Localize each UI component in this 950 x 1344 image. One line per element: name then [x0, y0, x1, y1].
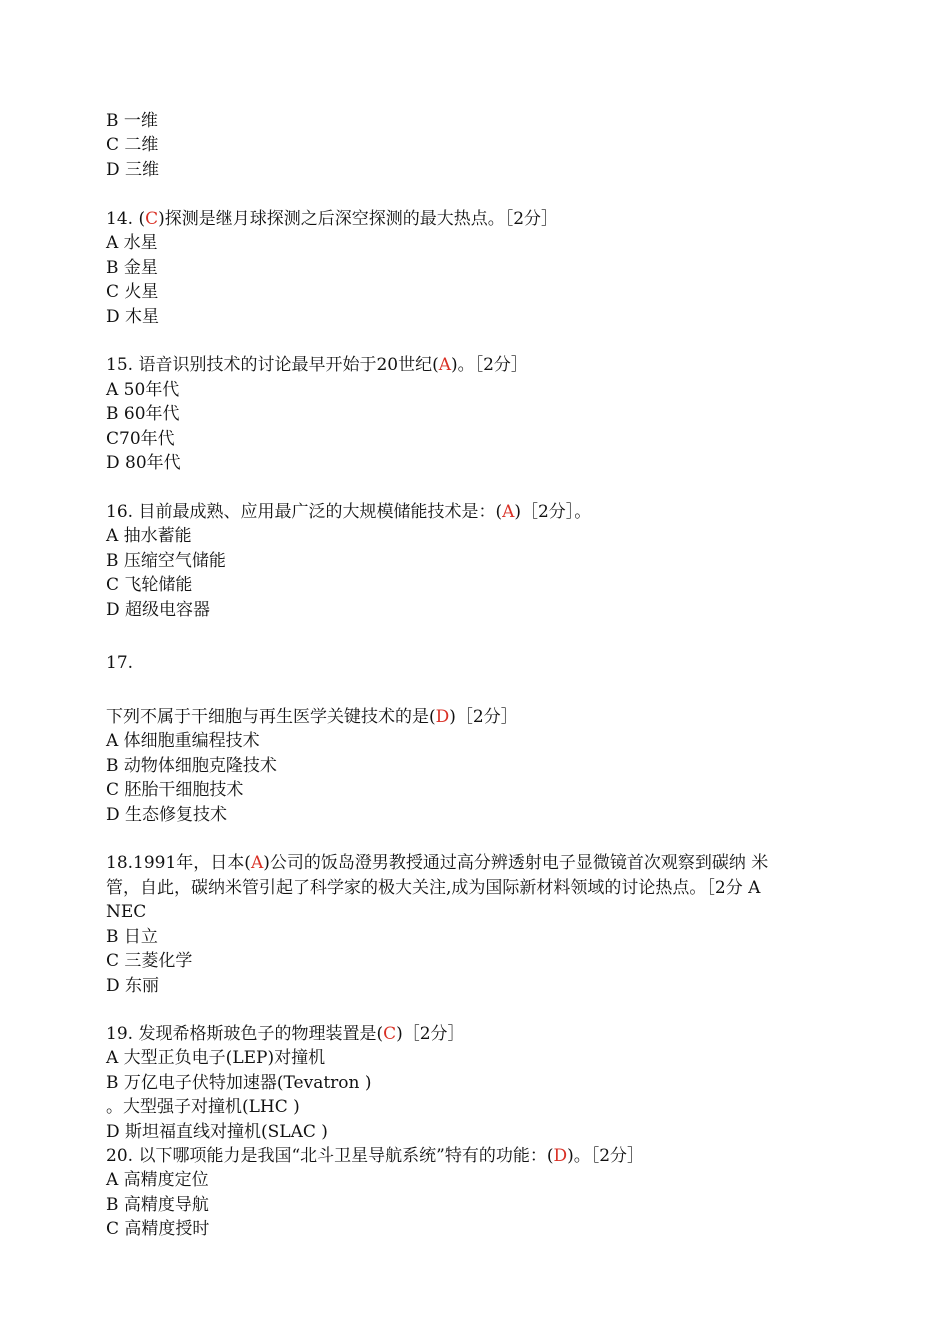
question-15	[106, 354, 528, 376]
q14-option-a: A 水星	[106, 233, 158, 253]
q16-option-b: B 压缩空气储能	[106, 551, 226, 571]
question-text: 18.1991年，日本(	[106, 853, 251, 873]
question-text: 14. (	[106, 209, 146, 229]
q14-option-c: C 火星	[106, 282, 159, 302]
q17-option-c: C 胚胎干细胞技术	[106, 780, 244, 800]
q20-option-b: B 高精度导航	[106, 1195, 209, 1215]
q19-option-c: 。大型强子对撞机(LHC )	[106, 1097, 300, 1117]
q13-option-d: D 三维	[106, 160, 160, 180]
q16-option-d: D 超级电容器	[106, 600, 211, 620]
q15-option-b: B 60年代	[106, 404, 180, 424]
question-18-line2: 管，自此，碳纳米管引起了科学家的极大关注,成为国际新材料领域的讨论热点。［2分 A	[106, 878, 761, 898]
q20-option-a: A 高精度定位	[106, 1170, 209, 1190]
q17-option-b: B 动物体细胞克隆技术	[106, 756, 277, 776]
answer-mark: C	[383, 1024, 397, 1044]
q20-option-c: C 高精度授时	[106, 1219, 210, 1239]
question-text: )探测是继月球探测之后深空探测的最大热点。［2分］	[158, 209, 559, 229]
question-text: 19. 发现希格斯玻色子的物理装置是(	[106, 1024, 384, 1044]
q14-option-b: B 金星	[106, 258, 158, 278]
answer-mark: A	[502, 502, 515, 522]
answer-mark: A	[438, 355, 451, 375]
question-19	[106, 1023, 465, 1045]
question-text: )。［2分］	[567, 1146, 645, 1166]
q13-option-c: C 二维	[106, 135, 159, 155]
q18-option-c: C 三菱化学	[106, 951, 193, 971]
q18-option-b: B 日立	[106, 927, 158, 947]
question-text: 16. 目前最成熟、应用最广泛的大规模储能技术是：(	[106, 502, 503, 522]
question-18	[106, 852, 768, 874]
answer-mark: D	[553, 1146, 568, 1166]
question-text: )公司的饭岛澄男教授通过高分辨透射电子显微镜首次观察到碳纳 米	[263, 853, 769, 873]
q18-option-a: NEC	[106, 902, 147, 922]
q15-option-a: A 50年代	[106, 380, 180, 400]
question-16	[106, 501, 591, 523]
q14-option-d: D 木星	[106, 307, 160, 327]
q19-option-a: A 大型正负电子(LEP)对撞机	[106, 1048, 326, 1068]
question-text: )［2分］	[396, 1024, 465, 1044]
answer-mark: D	[435, 707, 450, 727]
question-14	[106, 208, 558, 230]
q19-option-d: D 斯坦福直线对撞机(SLAC )	[106, 1122, 328, 1142]
q15-option-d: D 80年代	[106, 453, 181, 473]
question-text: )［2分］	[449, 707, 518, 727]
q15-option-c: C70年代	[106, 429, 175, 449]
question-text: )。［2分］	[450, 355, 528, 375]
q18-option-d: D 东丽	[106, 976, 160, 996]
answer-mark: C	[145, 209, 159, 229]
question-text: )［2分］。	[514, 502, 592, 522]
q19-option-b: B 万亿电子伏特加速器(Tevatron )	[106, 1073, 372, 1093]
q16-option-c: C 飞轮储能	[106, 575, 193, 595]
answer-mark: A	[250, 853, 264, 873]
question-text: 20. 以下哪项能力是我国“北斗卫星导航系统”特有的功能：(	[106, 1146, 554, 1166]
q17-option-a: A 体细胞重编程技术	[106, 731, 260, 751]
question-20	[106, 1145, 644, 1167]
question-17-number: 17.	[106, 653, 134, 673]
question-text: 下列不属于干细胞与再生医学关键技术的是(	[106, 707, 436, 727]
question-17	[106, 706, 518, 728]
q13-option-b: B 一维	[106, 111, 158, 131]
question-text: 15. 语音识别技术的讨论最早开始于20世纪(	[106, 355, 439, 375]
q17-option-d: D 生态修复技术	[106, 805, 228, 825]
q16-option-a: A 抽水蓄能	[106, 526, 192, 546]
